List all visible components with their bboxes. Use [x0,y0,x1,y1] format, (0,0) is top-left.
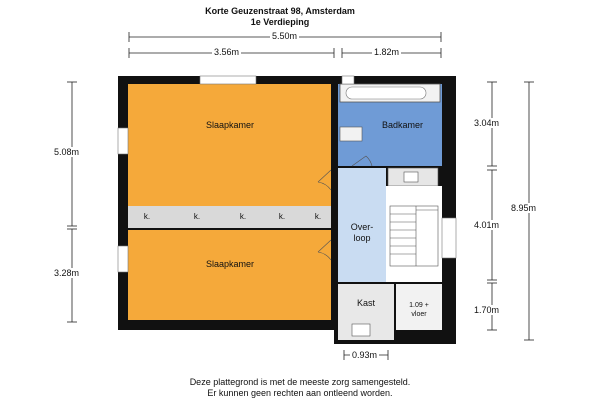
closet-strip [128,206,331,228]
bedroom-upper-floor [128,84,331,206]
dim-total-height: 8.95m [511,203,537,213]
room-label-floor-space-line1: 1.09 + [409,302,429,309]
dim-right-mid-height: 4.01m [474,220,500,230]
disclaimer-line1: Deze plattegrond is met de meeste zorg samengesteld. [189,377,411,387]
sink [340,127,362,141]
dim-left-lower-height: 3.28m [54,268,80,278]
closet-label: k. [143,212,151,221]
floor-title: 1e Verdieping [250,17,310,27]
closet-label: k. [314,212,322,221]
address-title: Korte Geuzenstraat 98, Amsterdam [205,6,355,16]
room-label-landing-line2: loop [353,233,371,243]
closet-label: k. [278,212,286,221]
room-label-bedroom-upper: Slaapkamer [205,120,255,130]
room-label-bedroom-lower: Slaapkamer [205,259,255,269]
dim-right-top-height: 3.04m [474,118,500,128]
closet-label: k. [239,212,247,221]
disclaimer-line2: Er kunnen geen rechten aan ontleend worden. [207,388,393,398]
dim-left-upper-height: 5.08m [54,147,80,157]
stairwell [386,186,442,282]
room-label-landing-line1: Over- [350,222,374,232]
room-label-floor-space-line2: vloer [411,311,427,318]
washing-machine [352,324,370,336]
dim-right-bottom-height: 1.70m [474,305,500,315]
room-label-bathroom: Badkamer [381,120,424,130]
closet-label: k. [193,212,201,221]
dim-bottom-width: 0.93m [352,350,378,360]
dim-left-width: 3.56m [214,47,240,57]
left-dimension-lines [67,82,77,322]
room-label-cupboard: Kast [356,298,375,308]
dim-right-width: 1.82m [374,47,400,57]
dim-total-width: 5.50m [272,31,298,41]
bedroom-lower-floor [128,230,331,320]
